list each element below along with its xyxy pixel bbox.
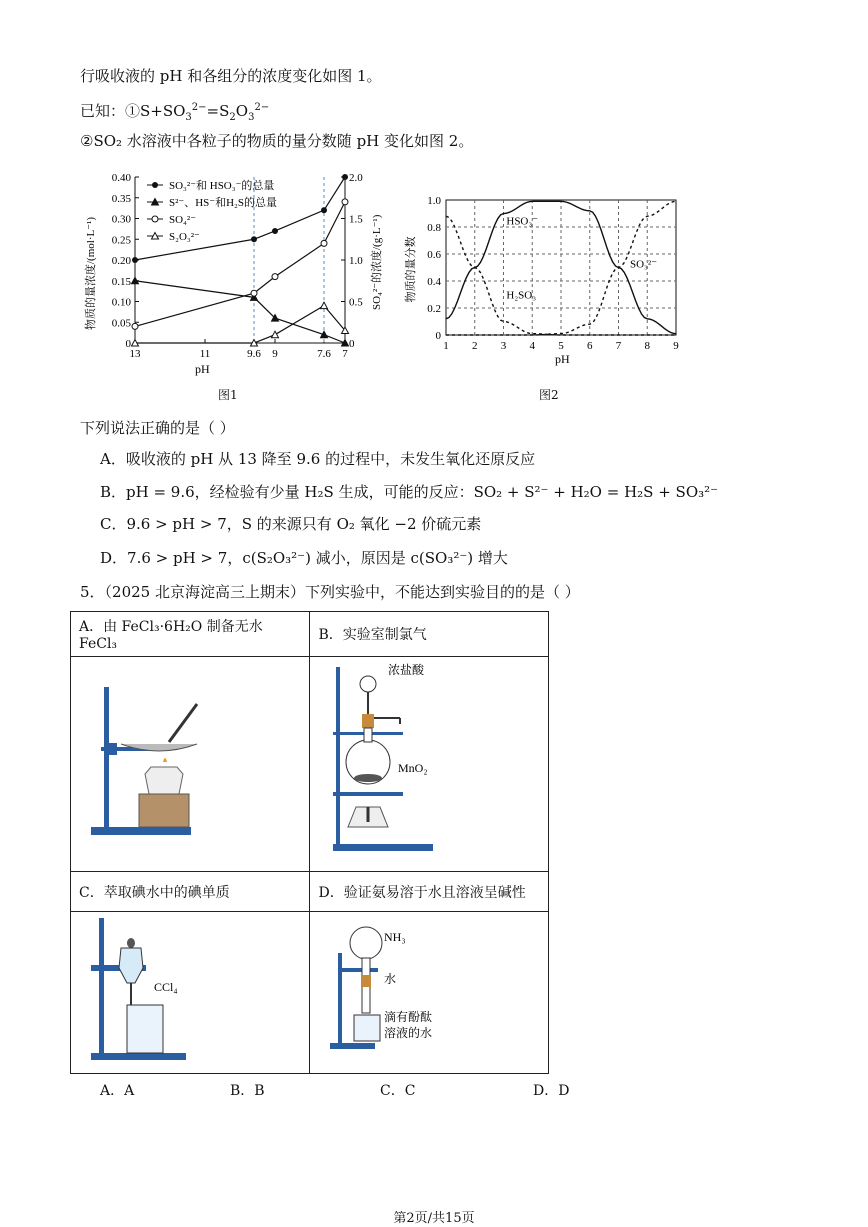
fig1-x-tick-label: 7.6 [317,348,331,360]
fig1-point [321,207,327,213]
fig1-legend-label: S₂O₃²⁻ [169,231,200,243]
fig1-point [251,290,257,296]
fig2-x-tick-label: 5 [558,340,564,352]
q4-option-c[interactable]: C．9.6 > pH > 7，S 的来源只有 O₂ 氧化 −2 价硫元素 [100,515,482,533]
fig1-right-tick-label: 1.0 [349,255,363,267]
q4-option-b[interactable]: B．pH = 9.6，经检验有少量 H₂S 生成，可能的反应：SO₂ + S²⁻ + H₂O = H₂S + SO₃²⁻ [100,483,719,501]
fig2-labels [403,195,679,366]
fig1-x-label: pH [195,362,210,376]
chlorine-generator-apparatus-icon [318,662,528,862]
fig1-series-line [135,202,345,327]
exp-c-image [71,912,310,1074]
fig1-point [132,257,138,263]
fig2-y-tick-label: 0.4 [427,276,441,288]
fig1-left-tick-label: 0.15 [111,275,131,288]
fig1-point [321,302,328,309]
fig1-caption: 图1 [218,388,238,402]
answer-a[interactable]: A．A [100,1083,135,1099]
question-4: 下列说法正确的是（ ） [80,419,235,437]
fig1-left-tick-label: 0.20 [111,255,131,267]
fig2-y-tick-label: 0.2 [427,303,441,315]
fig1-legend-label: SO₄²⁻ [169,214,197,226]
fig2-y-tick-label: 0 [435,330,441,342]
fig2-x-label: pH [555,352,570,366]
q4-option-d[interactable]: D．7.6 > pH > 7，c(S₂O₃²⁻) 减小，原因是 c(SO₃²⁻) 增大 [100,549,508,567]
known-prefix: 已知：①S+SO [80,102,186,120]
figure-2-chart [400,185,690,375]
fig2-caption: 图2 [539,388,559,402]
fig1-point [321,240,327,246]
answer-c[interactable]: C．C [380,1083,416,1099]
fig2-h2so3-label: H₂SO₃ [506,289,537,302]
evaporating-dish-apparatus-icon [79,662,289,862]
fig1-series-line [135,306,345,343]
fig2-x-tick-label: 6 [587,340,593,352]
fig1-legend-marker [152,182,158,188]
exp-b-image [310,657,549,872]
nh3-label: NH₃ [384,930,406,944]
q4-option-a[interactable]: A．吸收液的 pH 从 13 降至 9.6 的过程中，未发生氧化还原反应 [100,450,536,468]
figure-1-chart [80,165,383,380]
fig1-point [342,174,348,180]
fig2-x-tick-label: 1 [443,340,449,352]
fig1-legend-label: S²⁻、HS⁻和H₂S的总量 [169,197,277,209]
fig1-left-y-label: 物质的量浓度/(mol·L⁻¹) [85,217,97,330]
fig2-x-tick-label: 3 [500,340,507,352]
experiment-table [70,611,549,1074]
fig1-point [272,331,279,338]
known-eq-rest: =S [206,102,230,120]
fig1-point [272,228,278,234]
fig2-so3-label: SO₃²⁻ [630,258,658,271]
fig1-right-tick-label: 0 [349,338,355,350]
fig1-left-tick-label: 0 [125,338,131,350]
known-1: 已知：$①S+SO_3^{2-}=S_2O_3^{2-}$ [80,102,270,123]
fig2-hso3-label: HSO₃⁻ [506,215,539,228]
fig1-left-tick-label: 0.10 [111,296,131,309]
fig1-x-tick-label: 13 [129,348,141,360]
conc-hcl-label: 浓盐酸 [388,663,425,677]
answer-d[interactable]: D．D [533,1083,570,1099]
fig1-legend-label: SO₃²⁻和 HSO₃⁻的总量 [169,180,275,192]
fig1-point [272,274,278,280]
answer-b[interactable]: B．B [230,1083,265,1099]
fig1-x-tick-label: 9 [272,348,278,360]
exp-d-title: D．验证氨易溶于水且溶液呈碱性 [310,872,549,912]
exp-a-image [71,657,310,872]
fig2-x-tick-label: 9 [673,340,679,352]
separatory-funnel-apparatus-icon [79,913,289,1068]
fountain-experiment-apparatus-icon [318,913,528,1068]
fig1-left-tick-label: 0.30 [111,213,131,226]
fig1-right-tick-label: 1.5 [349,213,363,226]
exp-d-image [310,912,549,1074]
fig1-left-tick-label: 0.40 [111,172,131,184]
fig2-x-tick-label: 8 [644,340,650,352]
fig1-point [132,323,138,329]
fig1-point [342,199,348,205]
fig2-y-tick-label: 0.6 [427,249,441,261]
page-footer: 第2页/共15页 [393,1211,475,1226]
mno2-label: MnO₂ [398,761,428,775]
fig1-x-tick-label: 11 [199,348,211,360]
fig1-right-tick-label: 2.0 [349,172,363,184]
intro-text: 行吸收液的 pH 和各组分的浓度变化如图 1。 [80,67,382,85]
fig1-x-tick-label: 9.6 [247,348,261,360]
fig1-legend [147,179,277,243]
fig1-point [251,236,257,242]
phenolphthalein-label: 滴有酚酞 [384,1010,433,1024]
exp-a-title: A．由 FeCl₃·6H₂O 制备无水 FeCl₃ [71,612,310,657]
ccl4-label: CCl₄ [154,980,178,994]
fig1-x-tick-label: 7 [342,348,348,360]
fig2-y-tick-label: 1.0 [427,195,441,207]
fig1-right-tick-label: 0.5 [349,296,363,309]
fig2-x-tick-label: 7 [615,340,622,352]
exp-b-title: B．实验室制氯气 [310,612,549,657]
solution-water-label: 溶液的水 [384,1026,433,1040]
fig1-right-y-label: SO₄²⁻的浓度/(g·L⁻¹) [371,214,383,310]
known-2: ②SO₂ 水溶液中各粒子的物质的量分数随 pH 变化如图 2。 [80,132,474,150]
fig2-y-tick-label: 0.8 [427,222,441,234]
exp-c-title: C．萃取碘水中的碘单质 [71,872,310,912]
fig1-left-tick-label: 0.05 [111,317,131,330]
fig2-y-label: 物质的量分数 [405,236,417,303]
water-label: 水 [384,972,397,986]
fig1-left-tick-label: 0.35 [111,192,131,205]
fig2-x-tick-label: 2 [472,340,478,352]
fig2-series-line [446,216,676,335]
fig1-left-tick-label: 0.25 [111,234,131,247]
question-5: 5．（2025 北京海淀高三上期末）下列实验中，不能达到实验目的的是（ ） [80,583,580,601]
fig1-legend-marker [152,216,158,222]
fig2-x-tick-label: 4 [529,340,535,352]
